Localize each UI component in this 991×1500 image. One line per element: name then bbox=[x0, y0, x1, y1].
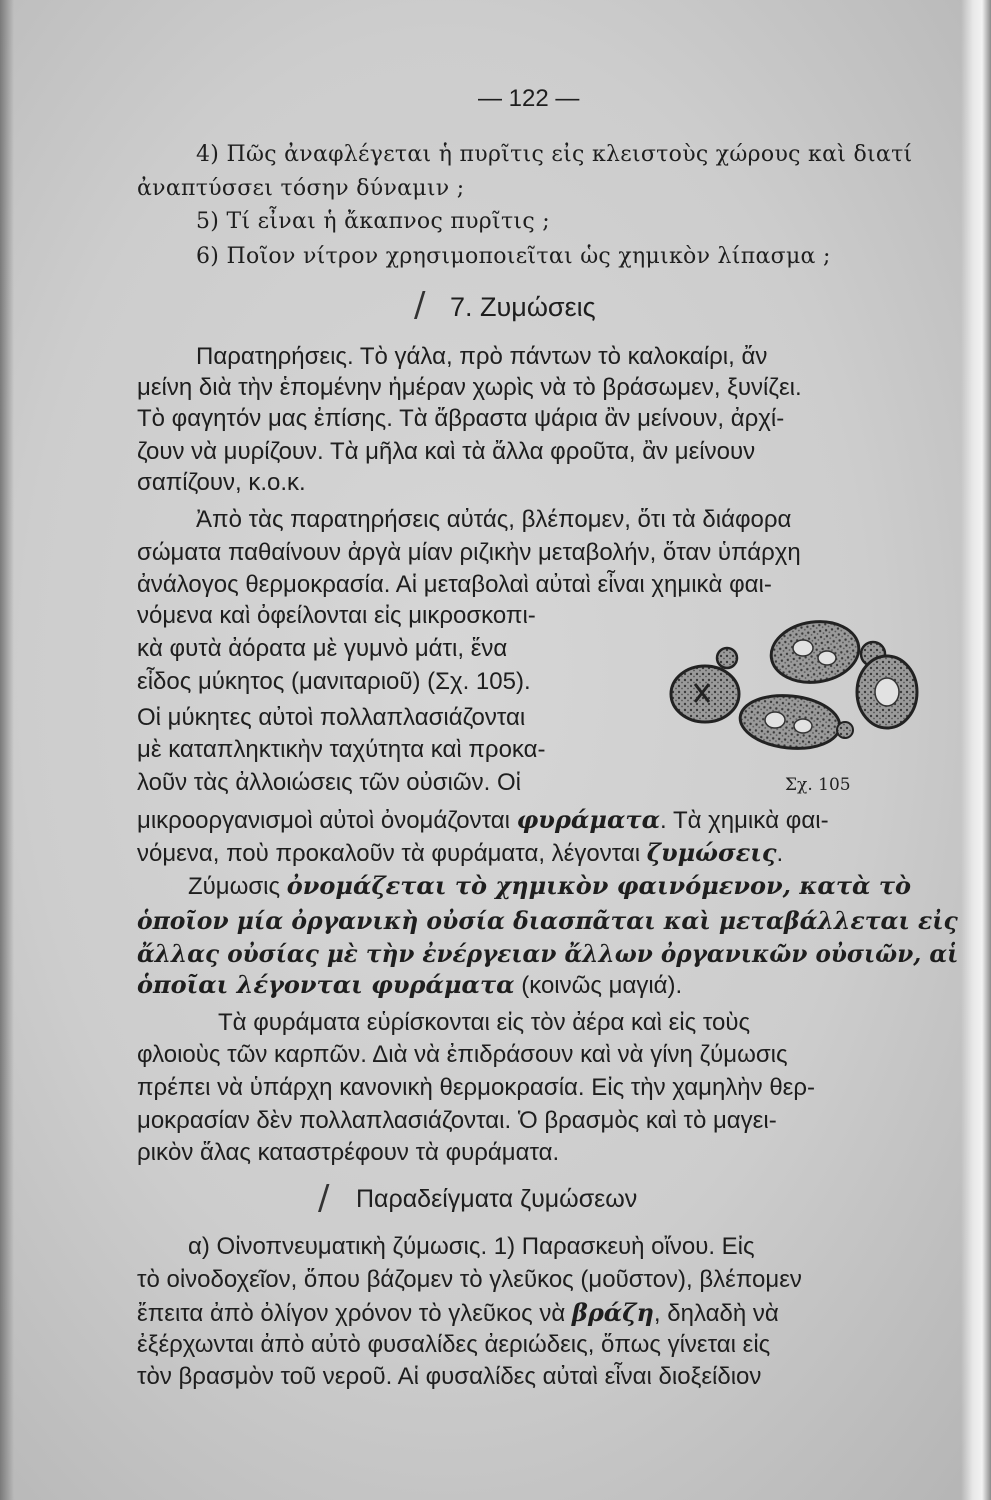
body-line-16-pre: νόμενα, ποὺ προκαλοῦν τὰ φυράματα, λέγονται bbox=[137, 840, 641, 867]
definition-text-4: ὁποῖαι λέγονται φυράματα bbox=[137, 970, 515, 999]
definition-line-4 bbox=[137, 970, 682, 1001]
definition-text-3: ἄλλας οὐσίας μὲ τὴν ἐνέργειαν ἄλλων ὀργανικῶν οὐσιῶν, αἱ bbox=[137, 939, 959, 968]
page-edge-right bbox=[961, 0, 991, 1500]
ferment-line-3: πρέπει νὰ ὑπάρχη κανονικὴ θερμοκρασία. Εἰς τὴν χαμηλὴν θερ- bbox=[137, 1074, 816, 1101]
alcohol-line-3-post: , δηλαδὴ νὰ bbox=[653, 1300, 779, 1327]
question-6: 6) Ποῖον νίτρον χρησιμοποιεῖται ὡς χημικὸν λίπασμα ; bbox=[196, 244, 831, 269]
page-shadow-left bbox=[0, 0, 14, 1500]
ferment-line-4: μοκρασίαν δὲν πολλαπλασιάζονται. Ὁ βρασμὸς καὶ τὸ μαγει- bbox=[137, 1107, 777, 1134]
body-line-6: Ἀπὸ τὰς παρατηρήσεις αὐτάς, βλέπομεν, ὅτι τὰ διάφορα bbox=[196, 506, 792, 533]
pencil-mark-2: / bbox=[318, 1178, 330, 1218]
body-line-7: σώματα παθαίνουν ἀργὰ μίαν ριζικὴν μεταβολήν, ὅταν ὑπάρχη bbox=[137, 539, 801, 566]
body-line-3: Τὸ φαγητόν μας ἐπίσης. Τὰ ἄβραστα ψάρια ἂν μείνουν, ἀρχί- bbox=[137, 405, 785, 432]
body-line-11: εἶδος μύκητος (μανιταριοῦ) (Σχ. 105). bbox=[137, 668, 531, 695]
alcohol-line-1: α) Οἰνοπνευματικὴ ζύμωσις. 1) Παρασκευὴ οἴνου. Εἰς bbox=[188, 1233, 755, 1260]
alcohol-line-5: τὸν βρασμὸν τοῦ νεροῦ. Αἱ φυσαλίδες αὐταὶ εἶναι διοξείδιον bbox=[137, 1363, 762, 1390]
ferment-line-5: ρικὸν ἅλας καταστρέφουν τὰ φυράματα. bbox=[137, 1139, 560, 1166]
body-line-5: σαπίζουν, κ.ο.κ. bbox=[137, 469, 306, 496]
body-line-13: μὲ καταπληκτικὴν ταχύτητα καὶ προκα- bbox=[137, 736, 546, 763]
ferment-line-1: Τὰ φυράματα εὑρίσκονται εἰς τὸν ἀέρα καὶ εἰς τοὺς bbox=[218, 1009, 751, 1036]
term-vrazi: βράζη bbox=[571, 1298, 654, 1327]
definition-lead: Ζύμωσις bbox=[188, 873, 281, 900]
alcohol-line-2: τὸ οἰνοδοχεῖον, ὅπου βάζομεν τὸ γλεῦκος (μοῦστον), βλέπομεν bbox=[137, 1266, 802, 1293]
body-line-12: Οἱ μύκητες αὐτοὶ πολλαπλασιάζονται bbox=[137, 704, 526, 731]
body-line-8: ἀνάλογος θερμοκρασία. Αἱ μεταβολαὶ αὐταὶ εἶναι χημικὰ φαι- bbox=[137, 571, 772, 598]
body-line-16 bbox=[137, 838, 783, 869]
body-line-14: λοῦν τὰς ἀλλοιώσεις τῶν οὐσιῶν. Οἱ bbox=[137, 769, 521, 796]
section-heading: 7. Ζυμώσεις bbox=[450, 292, 596, 322]
body-line-4: ζουν νὰ μυρίζουν. Τὰ μῆλα καὶ τὰ ἄλλα φροῦτα, ἂν μείνουν bbox=[137, 438, 756, 465]
subsection-heading: Παραδείγματα ζυμώσεων bbox=[356, 1185, 638, 1213]
body-line-10: κὰ φυτὰ ἀόρατα μὲ γυμνὸ μάτι, ἕνα bbox=[137, 635, 508, 662]
question-5: 5) Τί εἶναι ἡ ἄκαπνος πυρῖτις ; bbox=[196, 209, 550, 234]
body-line-1: Παρατηρήσεις. Τὸ γάλα, πρὸ πάντων τὸ καλοκαίρι, ἄν bbox=[196, 343, 768, 370]
yeast-cell-left bbox=[671, 648, 739, 722]
pencil-mark: / bbox=[414, 285, 426, 325]
body-line-16-post: . bbox=[776, 840, 784, 867]
ferment-line-2: φλοιοὺς τῶν καρπῶν. Διὰ νὰ ἐπιδράσουν καὶ νὰ γίνη ζύμωσις bbox=[137, 1041, 788, 1068]
term-zymoseis: ζυμώσεις bbox=[646, 838, 777, 867]
body-line-9: νόμενα καὶ ὀφείλονται εἰς μικροσκοπι- bbox=[137, 602, 536, 629]
definition-line-2 bbox=[137, 906, 958, 937]
body-line-15 bbox=[137, 805, 829, 836]
definition-text-2: ὁποῖον μία ὀργανικὴ οὐσία διασπᾶται καὶ μεταβάλλεται εἰς bbox=[137, 906, 958, 935]
definition-text-1: ὀνομάζεται τὸ χημικὸν φαινόμενον, κατὰ τὸ bbox=[286, 871, 911, 900]
alcohol-line-3-pre: ἔπειτα ἀπὸ ὀλίγον χρόνον τὸ γλεῦκος νὰ bbox=[137, 1300, 566, 1327]
definition-line-1 bbox=[188, 871, 911, 902]
body-line-2: μείνη διὰ τὴν ἑπομένην ἡμέραν χωρὶς νὰ τὸ βράσωμεν, ξυνίζει. bbox=[137, 374, 802, 401]
question-4-line-1 bbox=[196, 140, 958, 170]
term-fyramata: φυράματα bbox=[516, 805, 661, 834]
definition-line-3 bbox=[137, 939, 958, 970]
question-4-line-2: ἀναπτύσσει τόσην δύναμιν ; bbox=[137, 176, 465, 201]
yeast-cell-top bbox=[767, 616, 862, 688]
page-number: — 122 — bbox=[478, 85, 580, 112]
question-4-text: 4) Πῶς ἀναφλέγεται ἡ πυρῖτις εἰς κλειστοὺς χώρους καὶ διατί bbox=[196, 142, 913, 167]
body-line-15-post: . Τὰ χημικὰ φαι- bbox=[660, 807, 829, 834]
yeast-cell-bottom bbox=[738, 691, 853, 753]
alcohol-line-3 bbox=[137, 1298, 779, 1329]
figure-caption: Σχ. 105 bbox=[785, 775, 851, 795]
yeast-cell-right bbox=[857, 642, 917, 728]
body-line-15-pre: μικροοργανισμοὶ αὐτοὶ ὀνομάζονται bbox=[137, 807, 510, 834]
definition-common-name: (κοινῶς μαγιά). bbox=[514, 972, 683, 999]
alcohol-line-4: ἐξέρχωνται ἀπὸ αὐτὸ φυσαλίδες ἀεριώδεις, ὅπως γίνεται εἰς bbox=[137, 1331, 771, 1358]
yeast-cells-figure bbox=[665, 612, 951, 800]
